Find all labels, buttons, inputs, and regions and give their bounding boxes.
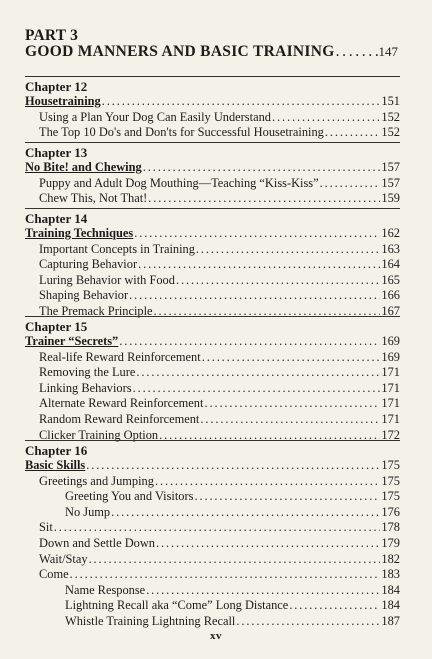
page-number: 152 — [381, 109, 400, 124]
dot-leader — [196, 242, 380, 258]
dot-leader — [272, 110, 380, 126]
chapter-title: Basic Skills — [25, 458, 86, 472]
dot-leader — [143, 160, 381, 176]
toc-entry-row — [25, 110, 400, 126]
dot-leader — [289, 598, 380, 614]
page-number: 163 — [381, 241, 400, 256]
toc-entry-row — [25, 288, 400, 304]
chapter-divider — [25, 316, 400, 317]
page-number: 176 — [381, 504, 400, 519]
entry-title: Luring Behavior with Food — [39, 272, 175, 287]
chapter-label: Chapter 13 — [25, 145, 88, 160]
chapter-label: Chapter 15 — [25, 319, 88, 334]
dot-leader — [138, 257, 380, 273]
toc-entry-row — [25, 505, 400, 521]
chapter-block — [25, 316, 400, 443]
dot-leader — [119, 334, 380, 350]
toc-entry-row — [25, 365, 400, 381]
page-number: 183 — [381, 567, 400, 582]
page-number: 171 — [381, 365, 400, 380]
chapter-title: Trainer “Secrets” — [25, 334, 119, 348]
page-number: 157 — [381, 175, 400, 190]
dot-leader — [102, 94, 381, 110]
entry-title: Alternate Reward Reinforcement — [39, 396, 204, 411]
toc-entry-row — [25, 552, 400, 568]
entry-title: Wait/Stay — [39, 551, 88, 566]
toc-entry-row — [25, 125, 400, 141]
page-number: 182 — [381, 551, 400, 566]
dot-leader — [148, 191, 380, 207]
entry-title: Name Response — [65, 582, 146, 597]
chapter-title-row — [25, 160, 400, 176]
toc-entry-row — [25, 536, 400, 552]
entry-title: Down and Settle Down — [39, 535, 155, 550]
page-number: 184 — [381, 598, 400, 613]
entry-title: Lightning Recall aka “Come” Long Distance — [65, 598, 289, 613]
toc-entry-row — [25, 242, 400, 258]
toc-entry-row — [25, 412, 400, 428]
chapter-title: Housetraining — [25, 94, 101, 108]
entry-title: The Top 10 Do's and Don'ts for Successful Housetraining — [39, 125, 324, 140]
part-page-number: 147 — [378, 44, 398, 59]
page-number: 152 — [381, 125, 400, 140]
entry-title: Random Reward Reinforcement — [39, 411, 200, 426]
dot-leader — [236, 614, 380, 630]
chapter-title-row — [25, 94, 400, 110]
toc-entry-row — [25, 567, 400, 583]
page-number: 171 — [381, 396, 400, 411]
entry-title: Capturing Behavior — [39, 257, 138, 272]
dot-leader — [134, 226, 380, 242]
part-title-row — [25, 44, 398, 60]
chapter-label: Chapter 12 — [25, 79, 88, 94]
entry-title: Using a Plan Your Dog Can Easily Understand — [39, 109, 271, 124]
page-number: 175 — [381, 473, 400, 488]
dot-leader — [200, 412, 380, 428]
entry-title: Come — [39, 567, 69, 582]
toc-entry-row — [25, 176, 400, 192]
chapter-label: Chapter 14 — [25, 211, 88, 226]
dot-leader — [176, 273, 380, 289]
page-number: 166 — [381, 288, 400, 303]
chapter-title-row — [25, 334, 400, 350]
entry-title: No Jump — [65, 504, 111, 519]
toc-entry-row — [25, 396, 400, 412]
entry-title: Clicker Training Option — [39, 427, 159, 442]
chapter-divider — [25, 76, 400, 77]
page-number: 164 — [381, 257, 400, 272]
entry-title: Real-life Reward Reinforcement — [39, 349, 201, 364]
page-folio: xv — [210, 630, 222, 642]
entry-title: Removing the Lure — [39, 365, 136, 380]
dot-leader — [89, 552, 381, 568]
page-number: 171 — [381, 380, 400, 395]
toc-entry-row — [25, 489, 400, 505]
chapter-divider — [25, 142, 400, 143]
toc-entry-row — [25, 257, 400, 273]
chapter-title: Training Techniques — [25, 226, 134, 240]
dot-leader — [320, 176, 381, 192]
entry-title: Important Concepts in Training — [39, 241, 195, 256]
chapter-divider — [25, 440, 400, 441]
chapter-block — [25, 208, 400, 320]
chapter-block — [25, 76, 400, 141]
page-number: 151 — [381, 94, 400, 108]
page-number: 187 — [381, 613, 400, 628]
entry-title: Greeting You and Visitors — [65, 489, 194, 504]
entry-title: Whistle Training Lightning Recall — [65, 613, 236, 628]
entry-title: Linking Behaviors — [39, 380, 132, 395]
entry-title: The Premack Principle — [39, 303, 153, 318]
dot-leader — [136, 365, 380, 381]
dot-leader — [155, 474, 380, 490]
page-number: 169 — [381, 334, 400, 348]
toc-entry-row — [25, 474, 400, 490]
toc-entry-row — [25, 350, 400, 366]
part-title: GOOD MANNERS AND BASIC TRAINING — [25, 43, 335, 60]
dot-leader — [202, 350, 381, 366]
page-number: 165 — [381, 272, 400, 287]
toc-entry-row — [25, 598, 400, 614]
entry-title: Sit — [39, 520, 53, 535]
chapter-label: Chapter 16 — [25, 443, 88, 458]
dot-leader — [204, 396, 380, 412]
dot-leader — [194, 489, 380, 505]
dot-leader — [133, 381, 381, 397]
part-label: PART 3 — [25, 27, 79, 44]
chapter-block — [25, 440, 400, 630]
toc-entry-row — [25, 191, 400, 207]
page-number: 159 — [381, 191, 400, 206]
page-number: 169 — [381, 349, 400, 364]
dot-leader — [70, 567, 381, 583]
entry-title: Shaping Behavior — [39, 288, 129, 303]
page-number: 179 — [381, 535, 400, 550]
page-number: 172 — [381, 427, 400, 442]
entry-title: Puppy and Adult Dog Mouthing—Teaching “Kiss-Kiss” — [39, 175, 319, 190]
chapter-block — [25, 142, 400, 207]
dot-leader — [336, 44, 378, 60]
page-number: 162 — [381, 226, 400, 240]
dot-leader — [156, 536, 380, 552]
dot-leader — [146, 583, 380, 599]
chapter-title-row — [25, 226, 400, 242]
page-number: 184 — [381, 582, 400, 597]
chapter-title-row — [25, 458, 400, 474]
page-number: 178 — [381, 520, 400, 535]
entry-title: Greetings and Jumping — [39, 473, 154, 488]
page-number: 175 — [381, 489, 400, 504]
entry-title: Chew This, Not That! — [39, 191, 148, 206]
toc-entry-row — [25, 381, 400, 397]
page-number: 175 — [381, 458, 400, 472]
dot-leader — [86, 458, 380, 474]
dot-leader — [54, 520, 381, 536]
page-number: 171 — [381, 411, 400, 426]
page-number: 167 — [381, 303, 400, 318]
toc-entry-row — [25, 520, 400, 536]
toc-entry-row — [25, 273, 400, 289]
dot-leader — [111, 505, 380, 521]
dot-leader — [325, 125, 381, 141]
toc-entry-row — [25, 614, 400, 630]
dot-leader — [129, 288, 380, 304]
chapter-title: No Bite! and Chewing — [25, 160, 142, 174]
toc-entry-row — [25, 583, 400, 599]
page-number: 157 — [381, 160, 400, 174]
chapter-divider — [25, 208, 400, 209]
